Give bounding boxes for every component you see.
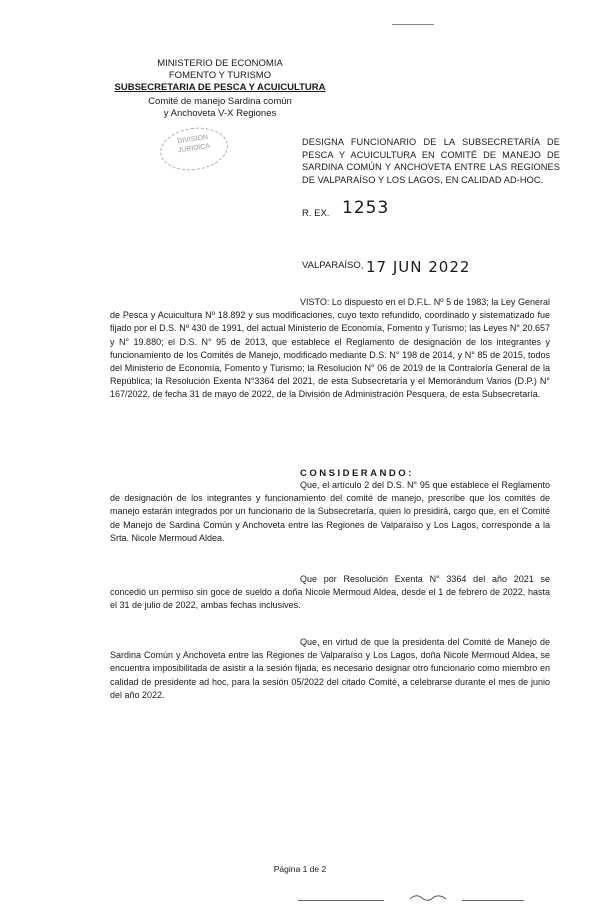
initials-mark: [408, 892, 448, 902]
considerando-paragraph-1: [110, 479, 550, 545]
visto-paragraph: [110, 296, 550, 402]
signature-line-right: [462, 900, 524, 901]
considerando-paragraph-3: [110, 636, 550, 702]
visto-text: VISTO: Lo dispuesto en el D.F.L. Nº 5 de 1983; la Ley General de Pesca y Acuicultura Nº 18.892 y sus modificaciones, cuyo texto refundido, coordinado y sistematizado fue fijado por el D.S. Nº 430 de 1991, del actual Ministerio de Economía, Fomento y Turismo; las Leyes N° 20.657 y N° 19.880; el D.S. N° 95 de 2013, que establece el Reglamento de designación de los integrantes y funcionamiento de los Comités de Manejo, modificado mediante D.S. N° 198 de 2014, y N° 85 de 2015, todos del Ministerio de Economía, Fomento y Turismo; la Resolución N° 06 de 2019 de la Contraloría General de la República; la Resolución Exenta N°3364 del 2021, de esta Subsecretaría y el Memorándum Varios (D.P.) N° 167/2022, de fecha 31 de mayo de 2022, de la División de Administración Pesquera, de esta Subsecretaría.: [110, 297, 550, 400]
header-subsecretaria: SUBSECRETARIA DE PESCA Y ACUICULTURA: [114, 82, 326, 93]
paragraph-1-text: Que, el artículo 2 del D.S. N° 95 que establece el Reglamento de designación de los integrantes y funcionamiento del comité de manejo, prescribe que los comités de manejo estarán integrados por un funcionario de la Subsecretaría, quien lo presidirá, cargo que, en el Comité de Manejo de Sardina Común y Anchoveta entre las Regiones de Valparaíso y Los Lagos, corresponde a la Srta. Nicole Mermoud Aldea.: [110, 480, 550, 543]
top-rule: [392, 24, 434, 25]
stamp-line1: DIVISION: [176, 133, 209, 146]
resolution-label: R. EX.: [302, 208, 330, 219]
considerando-paragraph-2: [110, 573, 550, 613]
resolution-number: 1253: [342, 198, 390, 218]
division-stamp: [157, 123, 230, 174]
signature-line-left: [298, 900, 384, 901]
place-label: VALPARAÍSO,: [302, 260, 364, 271]
page-number: Página 1 de 2: [273, 864, 327, 874]
header-committee-regions: y Anchoveta V-X Regiones: [163, 108, 277, 119]
paragraph-2-text: Que por Resolución Exenta N° 3364 del año 2021 se concedió un permiso sin goce de sueldo a doña Nicole Mermoud Aldea, desde el 1 de febrero de 2022, hasta el 31 de julio de 2022, ambas fechas inclusives.: [110, 574, 550, 611]
paragraph-3-text: Que, en virtud de que la presidenta del Comité de Manejo de Sardina Común y Anchoveta entre las Regiones de Valparaíso y Los Lagos, doña Nicole Mermoud Aldea, se encuentra imposibilitada de asistir a la sesión fijada, es necesario designar otro funcionario como miembro en calidad de presidente ad hoc, para la sesión 05/2022 del citado Comité, a celebrarse durante el mes de junio del año 2022.: [110, 637, 550, 700]
considerando-heading: CONSIDERANDO:: [300, 468, 414, 479]
stamp-line2: JURIDICA: [177, 142, 211, 155]
header-ministry-sub: FOMENTO Y TURISMO: [168, 70, 272, 81]
date-stamp: 17 JUN 2022: [366, 258, 471, 276]
document-title: DESIGNA FUNCIONARIO DE LA SUBSECRETARÍA DE PESCA Y ACUICULTURA EN COMITÉ DE MANEJO DE SARDINA COMÚN Y ANCHOVETA ENTRE LAS REGIONES DE VALPARAÍSO Y LOS LAGOS, EN CALIDAD AD-HOC.: [302, 137, 560, 185]
header-committee: Comité de manejo Sardina común: [148, 96, 292, 107]
header-ministry: MINISTERIO DE ECONOMIA: [157, 58, 283, 69]
